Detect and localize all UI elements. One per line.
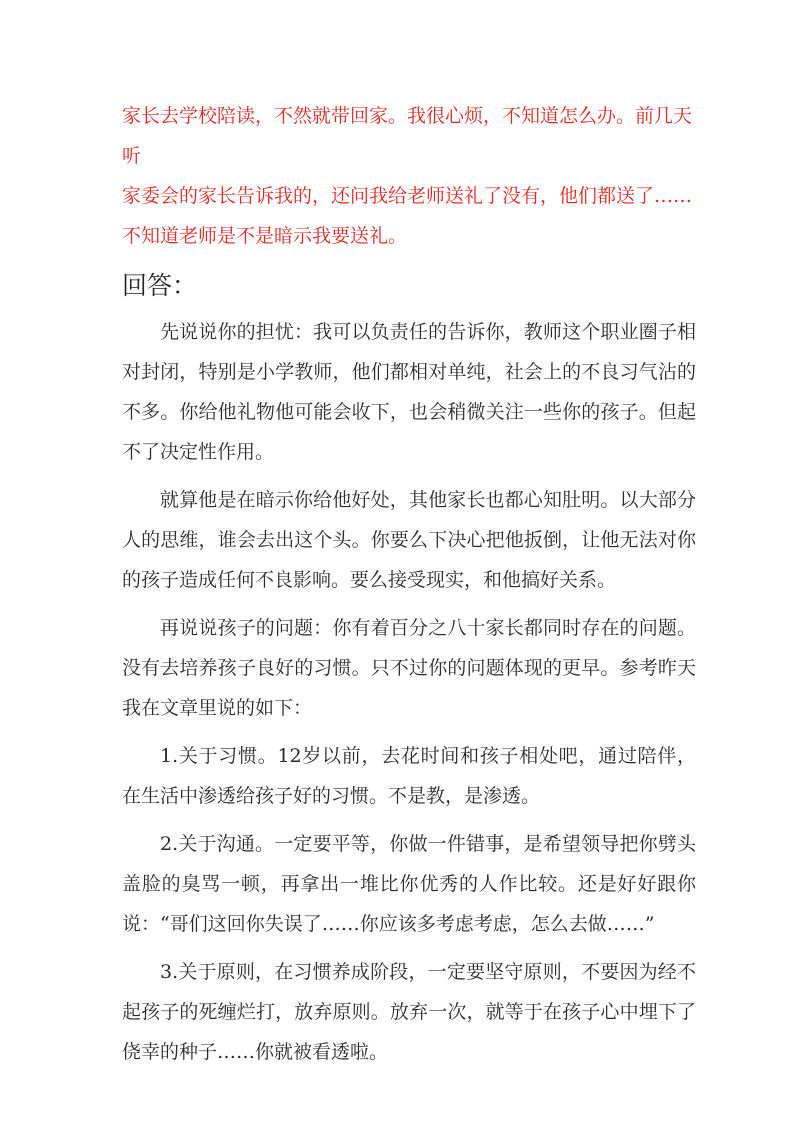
list-item-principles: 3.关于原则，在习惯养成阶段，一定要坚守原则，不要因为经不起孩子的死缠烂打，放弃原则。放弃一次，就等于在孩子心中埋下了侥幸的种子……你就被看透啦。 bbox=[122, 961, 696, 1063]
question-block bbox=[122, 96, 696, 256]
answer-paragraph-child-problem: 再说说孩子的问题：你有着百分之八十家长都同时存在的问题。没有去培养孩子良好的习惯。只不过你的问题体现的更早。参考昨天我在文章里说的如下： bbox=[122, 617, 696, 719]
list-item-communication: 2.关于沟通。一定要平等，你做一件错事，是希望领导把你劈头盖脸的臭骂一顿，再拿出一堆比你优秀的人作比较。还是好好跟你说：“哥们这回你失误了……你应该多考虑考虑，怎么去做……” bbox=[122, 833, 696, 935]
answer-heading: 回答： bbox=[122, 271, 198, 300]
document-body bbox=[122, 96, 696, 1080]
list-item-habits: 1.关于习惯。12岁以前，去花时间和孩子相处吧，通过陪伴，在生活中渗透给孩子好的习惯。不是教，是渗透。 bbox=[122, 745, 696, 807]
question-line-1: 家长去学校陪读，不然就带回家。我很心烦，不知道怎么办。前几天听 bbox=[122, 105, 693, 167]
answer-paragraph-hint: 就算他是在暗示你给他好处，其他家长也都心知肚明。以大部分人的思维，谁会去出这个头。你要么下决心把他扳倒，让他无法对你的孩子造成任何不良影响。要么接受现实，和他搞好关系。 bbox=[122, 489, 696, 591]
answer-block bbox=[122, 312, 696, 1072]
answer-paragraph-concern: 先说说你的担忧：我可以负责任的告诉你，教师这个职业圈子相对封闭，特别是小学教师，他们都相对单纯，社会上的不良习气沾的不多。你给他礼物他可能会收下，也会稍微关注一些你的孩子。但起不了决定性作用。 bbox=[122, 321, 696, 463]
question-line-3: 不知道老师是不是暗示我要送礼。 bbox=[122, 225, 408, 247]
question-line-2: 家委会的家长告诉我的，还问我给老师送礼了没有，他们都送了…… bbox=[122, 185, 693, 207]
